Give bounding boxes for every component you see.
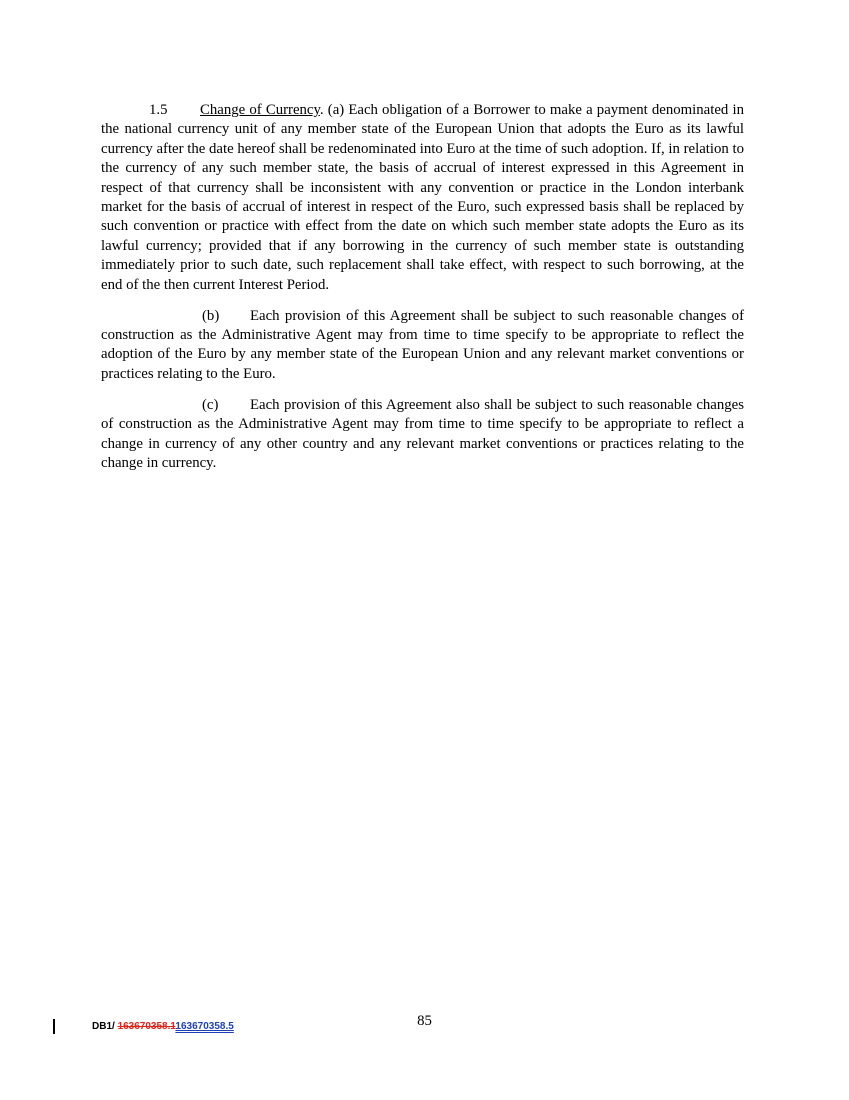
subsection-label: (b): [202, 307, 220, 324]
section-intro-text: . (a) Each obligation of a Borrower to make a payment denominated in the national currency unit of any member state of the European Union that adopts the Euro as its lawful currency after the date hereof shall be redenominated into Euro at the time of such adoption. If, in relation to the currency of any such member state, the basis of accrual of interest expressed in this Agreement in respect of that currency shall be inconsistent with any convention or practice in the London interbank market for the basis of accrual of interest in respect of the Euro, such expressed basis shall be replaced by such convention or practice with effect from the date on which such member state adopts the Euro as its lawful currency; provided that if any borrowing in the currency of such member state is outstanding immediately prior to such date, such replacement shall take effect, with respect to such borrowing, at the end of the then current Interest Period.: [101, 102, 745, 293]
subsection-paragraph: [101, 307, 744, 385]
subsection-text: Each provision of this Agreement also shall be subject to such reasonable changes of construction as the Administrative Agent may from time to time specify to be appropriate to reflect a change in currency of any other country and any relevant market conventions or practices relating to the change in currency.: [101, 396, 744, 472]
document-id-inserted: 163670358.5: [175, 1021, 234, 1032]
subsection-paragraph: [101, 396, 744, 474]
document-id: [92, 1021, 234, 1032]
section-paragraph: [101, 101, 744, 295]
subsection-text: Each provision of this Agreement shall be subject to such reasonable changes of construction as the Administrative Agent may from time to time specify to be appropriate to reflect the adoption of the Euro by any member state of the European Union and any relevant market conventions or practices relating to the Euro.: [101, 307, 744, 382]
document-body: [101, 101, 744, 485]
change-bar: [53, 1019, 55, 1034]
page-number: 85: [417, 1013, 432, 1029]
document-id-prefix: DB1/: [92, 1021, 118, 1032]
section-heading: Change of Currency: [200, 102, 320, 118]
section-number: 1.5: [149, 102, 168, 118]
subsection-label: (c): [202, 396, 219, 413]
document-id-deleted: 163670358.1: [117, 1021, 176, 1032]
